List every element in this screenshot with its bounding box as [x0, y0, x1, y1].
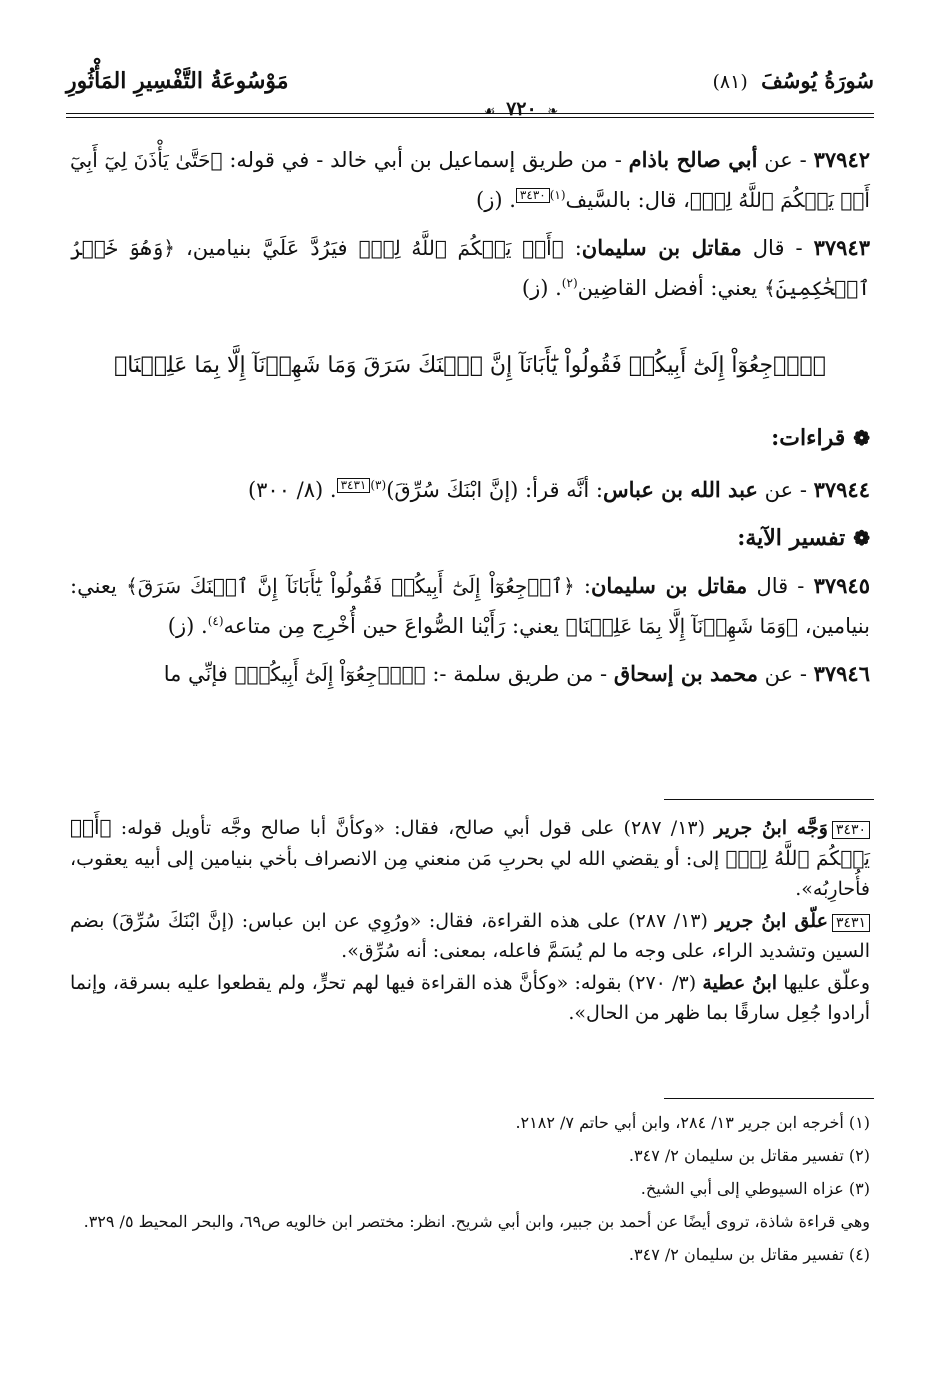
main-text: [70, 142, 870, 704]
footnote-ref: (٢): [561, 276, 578, 290]
quran-quote: ﴿وَمَا شَهِدۡنَآ إِلَّا بِمَا عَلِمۡنَا﴾: [565, 614, 799, 638]
flower-icon: ❁: [853, 426, 870, 450]
scholar-name: علّق ابنُ جرير: [715, 910, 828, 932]
quran-quote: ﴿ٱرۡجِعُوٓاْ إِلَىٰٓ أَبِيكُمۡ فَقُولُواْ يَٰٓأَبَانَآ إِنَّ ٱبۡنَكَ سَرَقَ﴾: [126, 574, 575, 598]
commentary-note: وعلّق عليها ابنُ عطية (٣/ ٢٧٠) بقوله: «وكأنَّ هذه القراءة فيها لهم تحرٍّ، ولم يقطعوا عليه بسرقة، وإنما أرادوا جُعِل سارقًا بما ظهر من الحال».: [70, 972, 871, 1024]
entry-number: ٣٧٩٤٥: [813, 573, 870, 598]
athar-entry: ٣٧٩٤٦ - عن محمد بن إسحاق - من طريق سلمة -: ﴿ٱرۡجِعُوٓاْ إِلَىٰٓ أَبِيكُمۡ﴾ فإنِّي ما: [163, 661, 870, 686]
ayah-heading: ﴿ٱرۡجِعُوٓاْ إِلَىٰٓ أَبِيكُمۡ فَقُولُواْ يَٰٓأَبَانَآ إِنَّ ٱبۡنَكَ سَرَقَ وَمَا شَهِدۡنَآ إِلَّا بِمَا عَلِمۡنَا﴾: [114, 353, 826, 378]
athar-entry: ٣٧٩٤٢ - عن أبي صالح باذام - من طريق إسماعيل بن أبي خالد - في قوله: ﴿حَتَّىٰ يَأْذَنَ لِيٓ أَبِيٓ أَوۡ يَحۡكُمَ ٱللَّهُ لِيۖ﴾، قال: بالسَّيف$^{(١)}$٣٤٣٠. (ز): [70, 147, 871, 212]
athar-entry: ٣٧٩٤٥ - قال مقاتل بن سليمان: ﴿ٱرۡجِعُوٓاْ إِلَىٰٓ أَبِيكُمۡ فَقُولُواْ يَٰٓأَبَانَآ إِنَّ ٱبۡنَكَ سَرَقَ﴾ يعني: بنيامين، ﴿وَمَا شَهِدۡنَآ إِلَّا بِمَا عَلِمۡنَا﴾ يعني: رَأَيْنا الصُّواعَ حين أُخْرِج مِن متاعه$^{(٤)}$. (ز): [70, 573, 870, 638]
footnote: (١) أخرجه ابن جرير ١٣/ ٢٨٤، وابن أبي حاتم ٧/ ٢١٨٢.: [515, 1113, 870, 1132]
entry-number: ٣٧٩٤٦: [813, 661, 870, 686]
section-heading-tafsir: ❁تفسير الآية:: [737, 525, 870, 551]
narrator-name: محمد بن إسحاق: [613, 661, 758, 686]
note-ref-box: ٣٤٣٠: [516, 188, 550, 203]
book-title: مَوْسُوعَةُ التَّفْسِيرِ المَأْثُورِ: [66, 68, 289, 94]
footnotes: [70, 1110, 870, 1275]
entry-number: ٣٧٩٤٣: [813, 235, 870, 260]
footnote: (٣) عزاه السيوطي إلى أبي الشيخ.: [640, 1179, 870, 1198]
footnote-ref: (١): [549, 188, 566, 202]
footnote-ref: (٣): [370, 478, 387, 492]
quran-quote: ﴿وَهُوَ خَيۡرُ ٱلۡحَٰكِمِينَ﴾: [70, 236, 870, 300]
header-rule: [66, 113, 874, 114]
running-header: [66, 64, 874, 120]
commentary-note: ٣٤٣٠وَجَّه ابنُ جرير (١٣/ ٢٨٧) على قول أبي صالح، فقال: «وكأنَّ أبا صالح وجَّه تأويل قوله: ﴿أَوۡ يَحۡكُمَ ٱللَّهُ لِيۖ﴾ إلى: أو يقضي الله لي بحربِ مَن منعني مِن الانصراف بأخي بنيامين إلى أبيه يعقوب، فأُحارِبُه».: [70, 815, 870, 900]
narrator-name: عبد الله بن عباس: [602, 477, 758, 502]
commentary-note: ٣٤٣١علّق ابنُ جرير (١٣/ ٢٨٧) على هذه القراءة، فقال: «ورُوِي عن ابن عباس: (إنَّ ابْنَكَ سُرِّقَ) بضم السين وتشديد الراء، على وجه ما لم يُسَمَّ فاعله، بمعنى: أنه سُرِّق».: [70, 910, 870, 962]
ornament-icon: ☙: [483, 104, 496, 119]
quran-quote: ﴿حَتَّىٰ يَأْذَنَ لِيٓ أَبِيٓ أَوۡ يَحۡكُمَ ٱللَّهُ لِيۖ﴾: [70, 148, 870, 212]
footnote: (٢) تفسير مقاتل بن سليمان ٢/ ٣٤٧.: [628, 1146, 870, 1165]
quran-quote: ﴿أَوۡ يَحۡكُمَ ٱللَّهُ لِيۖ﴾: [358, 236, 564, 260]
notes-separator: [664, 799, 874, 800]
note-code-box: ٣٤٣١: [832, 914, 870, 932]
note-ref-box: ٣٤٣١: [337, 478, 371, 493]
flower-icon: ❁: [853, 526, 870, 550]
footnote: وهي قراءة شاذة، تروى أيضًا عن أحمد بن جبير، وابن أبي شريح. انظر: مختصر ابن خالويه ص٦٩، والبحر المحيط ٥/ ٣٢٩.: [83, 1212, 870, 1231]
entry-number: ٣٧٩٤٤: [813, 477, 870, 502]
quran-quote: ﴿ٱرۡجِعُوٓاْ إِلَىٰٓ أَبِيكُمۡ﴾: [234, 662, 426, 686]
header-surah: [712, 68, 874, 93]
scholar-name: ابنُ عطية: [702, 972, 778, 994]
footnotes-separator: [664, 1098, 874, 1099]
surah-number: (٨١): [712, 71, 748, 93]
header-rule: [66, 117, 874, 118]
entry-number: ٣٧٩٤٢: [813, 147, 871, 172]
surah-title: سُورَةُ يُوسُفَ: [761, 68, 874, 93]
ornament-icon: ❧: [547, 104, 559, 119]
section-heading-qiraat: ❁قراءات:: [771, 425, 870, 451]
footnote-ref: (٤): [207, 614, 224, 628]
narrator-name: أبي صالح باذام: [628, 147, 758, 172]
narrator-name: مقاتل بن سليمان: [581, 235, 742, 260]
quran-quote: ﴿أَوۡ يَحۡكُمَ ٱللَّهُ لِيۖ﴾: [70, 815, 870, 870]
scholar-name: وَجَّه ابنُ جرير: [714, 817, 828, 839]
athar-entry: ٣٧٩٤٣ - قال مقاتل بن سليمان: ﴿أَوۡ يَحۡكُمَ ٱللَّهُ لِيۖ﴾ فيَرُدَّ عَلَيَّ بنيامين، ﴿وَهُوَ خَيۡرُ ٱلۡحَٰكِمِينَ﴾ يعني: أفضل القاضِين$^{(٢)}$. (ز): [70, 235, 870, 300]
page-number: ٧٢٠: [506, 98, 537, 120]
footnote: (٤) تفسير مقاتل بن سليمان ٢/ ٣٤٧.: [628, 1245, 870, 1264]
athar-entry: ٣٧٩٤٤ - عن عبد الله بن عباس: أنَّه قرأ: (إنَّ ابْنَكَ سُرِّقَ)$^{(٣)}$٣٤٣١. (٨/ ٣٠٠): [247, 477, 870, 502]
scholarly-notes: [70, 812, 870, 1030]
narrator-name: مقاتل بن سليمان: [590, 573, 748, 598]
note-code-box: ٣٤٣٠: [832, 821, 870, 839]
